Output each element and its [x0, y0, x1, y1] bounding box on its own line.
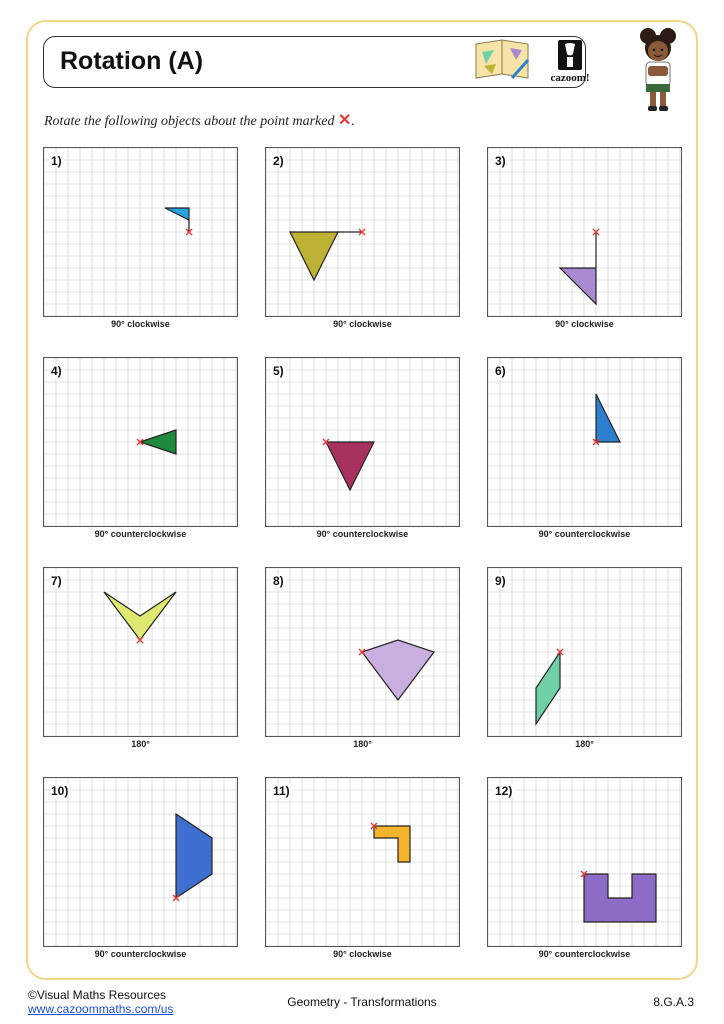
question-number: 3): [495, 154, 506, 168]
footer-copyright: ©Visual Maths Resources: [28, 988, 167, 1002]
coordinate-grid: [266, 778, 459, 946]
question-number: 12): [495, 784, 513, 798]
question-number: 11): [273, 784, 290, 798]
grid-box: [487, 147, 682, 317]
coordinate-grid: [44, 358, 237, 526]
shape: [165, 208, 189, 220]
question-number: 4): [51, 364, 62, 378]
question-number: 8): [273, 574, 284, 588]
grid-box: [265, 147, 460, 317]
question-11: [265, 777, 461, 967]
student-mascot-icon: [628, 26, 688, 114]
coordinate-grid: [44, 148, 237, 316]
grid-box: [265, 567, 460, 737]
rotation-caption: 180°: [575, 739, 594, 749]
question-number: 2): [273, 154, 284, 168]
question-9: [487, 567, 683, 757]
rotation-caption: 90° clockwise: [111, 319, 170, 329]
grid-box: [43, 147, 238, 317]
coordinate-grid: [266, 358, 459, 526]
rotation-caption: 90° counterclockwise: [94, 529, 187, 539]
coordinate-grid: [266, 148, 459, 316]
question-7: [43, 567, 239, 757]
shape: [560, 268, 596, 304]
grid-box: [43, 777, 238, 947]
cazoom-logo: [542, 38, 598, 86]
question-4: [43, 357, 239, 547]
rotation-caption: 180°: [131, 739, 150, 749]
rotation-caption: 90° counterclockwise: [538, 529, 631, 539]
question-6: [487, 357, 683, 547]
question-10: [43, 777, 239, 967]
shape: [176, 814, 212, 898]
shape: [140, 430, 176, 454]
grid-box: [43, 357, 238, 527]
question-2: [265, 147, 461, 337]
instruction-text: [44, 110, 355, 130]
rotation-caption: 180°: [353, 739, 372, 749]
geometry-book-icon: [472, 38, 532, 82]
question-number: 10): [51, 784, 69, 798]
question-number: 1): [51, 154, 62, 168]
footer-website-link[interactable]: www.cazoommaths.com/us: [28, 1002, 174, 1016]
grid-box: [265, 777, 460, 947]
question-number: 6): [495, 364, 506, 378]
cazoom-logo-mark: [542, 38, 598, 72]
question-5: [265, 357, 461, 547]
coordinate-grid: [266, 568, 459, 736]
question-12: [487, 777, 683, 967]
shape: [362, 640, 434, 700]
question-number: 7): [51, 574, 62, 588]
rotation-caption: 90° clockwise: [555, 319, 614, 329]
rotation-caption: 90° counterclockwise: [538, 949, 631, 959]
grid-box: [487, 357, 682, 527]
coordinate-grid: [488, 568, 681, 736]
coordinate-grid: [488, 778, 681, 946]
grid-box: [265, 357, 460, 527]
coordinate-grid: [44, 568, 237, 736]
instruction-period: .: [351, 114, 355, 129]
question-number: 5): [273, 364, 284, 378]
question-number: 9): [495, 574, 506, 588]
footer-standard: 8.G.A.3: [653, 995, 694, 1009]
rotation-caption: 90° counterclockwise: [94, 949, 187, 959]
cazoom-wordmark: cazoom!: [550, 72, 590, 84]
page-title: Rotation (A): [60, 47, 204, 75]
rotation-caption: 90° clockwise: [333, 949, 392, 959]
cross-mark-icon: ✕: [337, 112, 352, 129]
grid-box: [487, 567, 682, 737]
coordinate-grid: [488, 358, 681, 526]
shape: [374, 826, 410, 862]
question-1: [43, 147, 239, 337]
coordinate-grid: [488, 148, 681, 316]
grid-box: [487, 777, 682, 947]
instruction-sentence: Rotate the following objects about the point marked: [44, 114, 335, 129]
rotation-caption: 90° clockwise: [333, 319, 392, 329]
coordinate-grid: [44, 778, 237, 946]
question-8: [265, 567, 461, 757]
rotation-caption: 90° counterclockwise: [316, 529, 409, 539]
footer-topic: Geometry - Transformations: [287, 995, 437, 1009]
question-3: [487, 147, 683, 337]
grid-box: [43, 567, 238, 737]
